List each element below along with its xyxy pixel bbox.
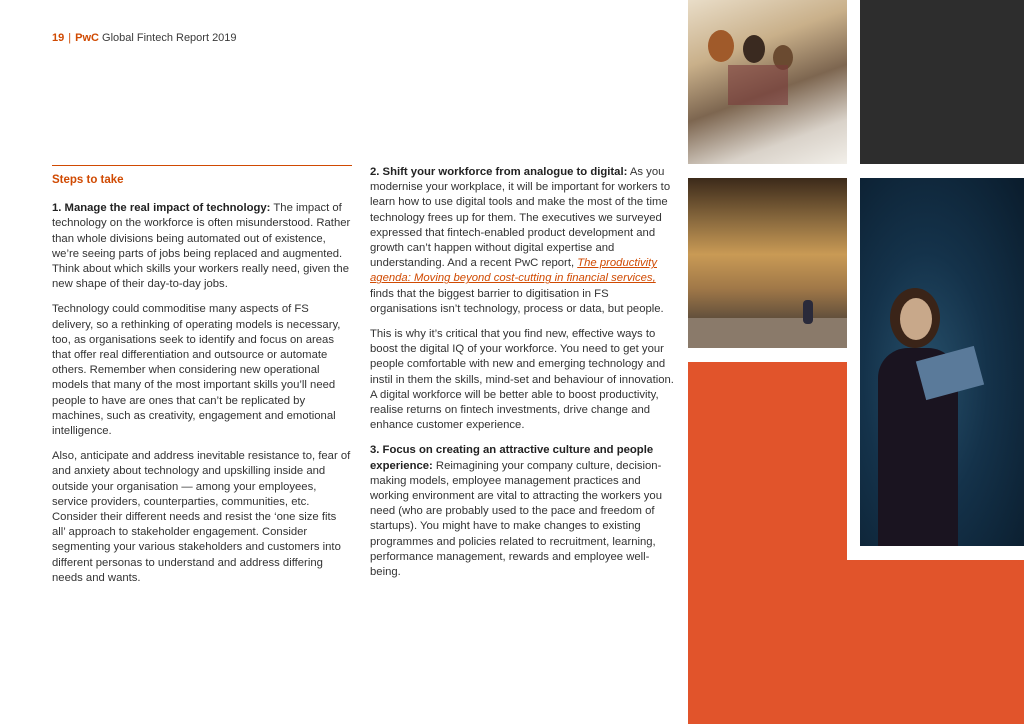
paragraph-shift-workforce <box>370 165 675 317</box>
step1-title: 1. Manage the real impact of technology: <box>52 202 271 215</box>
steps-heading: Steps to take <box>52 174 124 186</box>
step3-title: 3. Focus on creating an attractive culture and people experience: <box>370 444 654 472</box>
paragraph-culture <box>370 443 675 580</box>
paragraph-manage-impact <box>52 201 352 292</box>
page-number: 19 <box>52 32 65 44</box>
person-figure <box>708 30 734 62</box>
report-title: Global Fintech Report 2019 <box>102 32 237 44</box>
orange-block <box>688 362 847 724</box>
step2-text-end: finds that the biggest barrier to digitisation in FS organisations isn’t technology, process or data, but people. <box>370 287 664 315</box>
header-separator: | <box>68 32 72 44</box>
productivity-report-link[interactable]: The productivity agenda: Moving beyond cost-cutting in financial services, <box>370 257 657 285</box>
paragraph-commoditise: Technology could commoditise many aspects of FS delivery, so a rethinking of operating models is necessary, too, as organisations seek to identify and focus on areas that offer real differentiation and outsource or automate others. Remember when considering new operational models that many of the most important skills you’ll need people to have are ones that can’t be replicated by machines, such as creativity, engagement and emotional intelligence. <box>52 303 341 438</box>
office-team-photo <box>688 0 847 164</box>
floor-shape <box>688 318 847 348</box>
orange-block <box>847 560 1024 724</box>
page-header <box>52 32 237 44</box>
step1-text: The impact of technology on the workforce is often misunderstood. Rather than whole divisions being automated out of existence, we’re seeing parts of jobs being replaced and augmented. Think about which skills your workers really need, given the new shape of their day-to-day jobs. <box>52 202 351 291</box>
step2-title: 2. Shift your workforce from analogue to digital: <box>370 166 628 178</box>
shirt-shape <box>728 65 788 105</box>
dark-block <box>860 0 1024 164</box>
building-lobby-photo <box>688 178 847 348</box>
paragraph-resistance: Also, anticipate and address inevitable resistance to, fear of and anxiety about technology and upskilling inside and outside your organisation — among your employees, service providers, counterparties, communities, etc. Consider their different needs and resist the ‘one size fits all’ approach to stakeholder engagement. Consider segmenting your various stakeholders and customers into different personas to understand and address differing needs and wants. <box>52 450 351 584</box>
woman-tablet-photo <box>860 178 1024 546</box>
brand-name: PwC <box>75 32 99 44</box>
person-figure <box>803 300 813 324</box>
paragraph-digital-iq: This is why it’s critical that you find new, effective ways to boost the digital IQ of your workforce. You need to get your people comfortable with new and emerging technology and instil in them the skills, mind-set and behaviour of innovation. A digital workforce will be better able to boost productivity, realise returns on fintech investments, drive change and enhance customer experience. <box>370 328 674 432</box>
left-column <box>52 165 352 596</box>
step2-text: As you modernise your workplace, it will be important for workers to learn how to use digital tools and make the most of the time technology frees up for them. The executives we surveyed expressed that fintech-enabled product development and growth can’t happen without digital expertise and understanding. And a recent PwC report, <box>370 166 671 270</box>
middle-column <box>370 165 675 590</box>
step3-text: Reimagining your company culture, decision-making models, employee management practices and working environment are vital to attracting the workers you need (who are probably used to the pace and freedom of startups). You might have to make changes to existing programmes and policies related to recruitment, learning, performance management, rewards and employee well-being. <box>370 459 662 579</box>
face-shape <box>900 298 932 340</box>
person-figure <box>743 35 765 63</box>
